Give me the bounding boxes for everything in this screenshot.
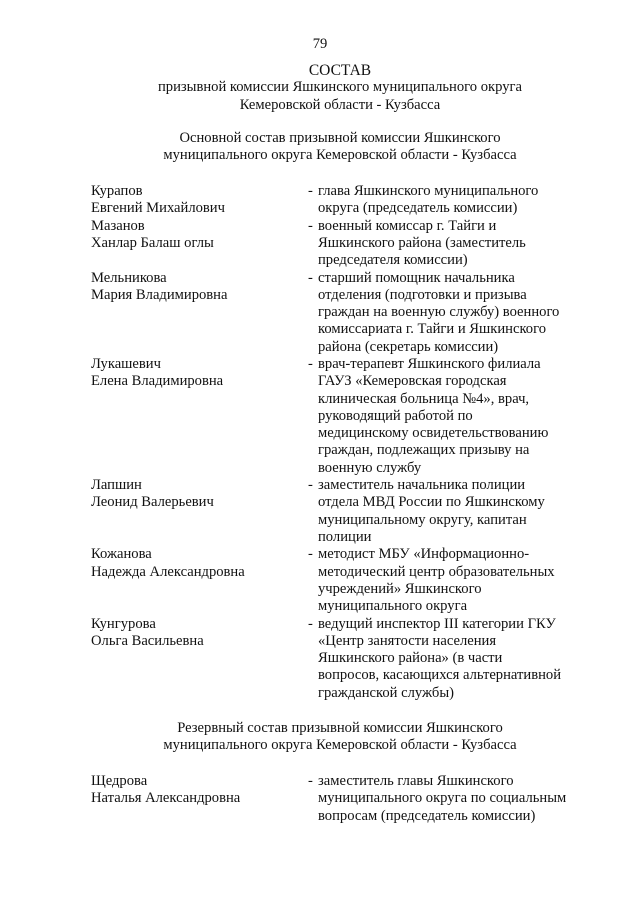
member-role-line: заместитель начальника полиции: [318, 477, 526, 494]
member-surname: Кожанова: [91, 546, 152, 563]
member-role-line: ведущий инспектор III категории ГКУ: [318, 615, 556, 632]
member-dash: -: [308, 356, 313, 372]
member-given-names: Мария Владимировна: [91, 286, 228, 303]
member-role-line: учреждений» Яшкинского: [318, 580, 482, 597]
member-role: [318, 183, 583, 218]
member-role-line: клиническая больница №4», врач,: [318, 390, 530, 407]
member-role-line: комиссариата г. Тайги и Яшкинского: [318, 321, 547, 338]
member-role-line: отдела МВД России по Яшкинскому: [318, 494, 545, 511]
reserve-section-title-line-1: Резервный состав призывной комиссии Яшкинского: [177, 720, 503, 736]
member-role-line: заместитель главы Яшкинского: [318, 773, 514, 789]
main-section-title-line-2: муниципального округа Кемеровской области - Кузбасса: [163, 147, 517, 164]
member-name: [91, 183, 291, 218]
page-number: 79: [312, 36, 328, 52]
member-role: [318, 270, 583, 356]
member-role: [318, 773, 583, 825]
member-role-line: председателя комиссии): [318, 252, 468, 269]
member-role-line: граждан на военную службу) военного: [318, 304, 560, 321]
member-dash: -: [308, 615, 313, 632]
member-role-line: муниципального округа по социальным: [318, 790, 567, 807]
member-role-line: военную службу: [318, 459, 422, 476]
member-surname: Кунгурова: [91, 615, 156, 632]
member-role-line: врач-терапевт Яшкинского филиала: [318, 356, 541, 372]
title-heading: СОСТАВ: [308, 62, 372, 79]
title-subline-1: призывной комиссии Яшкинского муниципального округа: [157, 79, 522, 96]
member-given-names: Ольга Васильевна: [91, 632, 204, 649]
member-name: [91, 773, 291, 808]
member-role: [318, 218, 583, 270]
member-role-line: военный комиссар г. Тайги и: [318, 217, 497, 234]
member-dash: -: [308, 269, 313, 286]
member-name: [91, 218, 291, 253]
member-role-line: Яшкинского района» (в части: [318, 650, 503, 667]
member-given-names: Надежда Александровна: [91, 563, 245, 580]
member-role-line: руководящий работой по: [318, 407, 473, 424]
member-role-line: глава Яшкинского муниципального: [318, 183, 539, 199]
member-role-line: вопросов, касающихся альтернативной: [318, 667, 562, 684]
member-role-line: района (секретарь комиссии): [318, 338, 499, 355]
member-dash: -: [308, 183, 313, 199]
member-given-names: Евгений Михайлович: [91, 200, 225, 217]
document-title: [60, 62, 620, 114]
member-role-line: гражданской службы): [318, 684, 454, 701]
member-role-line: методический центр образовательных: [318, 563, 555, 580]
member-role-line: полиции: [318, 528, 372, 545]
member-name: [91, 546, 291, 581]
member-surname: Щедрова: [91, 773, 148, 789]
member-name: [91, 356, 291, 391]
member-role-line: медицинскому освидетельствованию: [318, 425, 549, 442]
member-role-line: муниципального округа: [318, 598, 468, 615]
member-dash: -: [308, 773, 313, 789]
member-name: [91, 477, 291, 512]
member-surname: Лукашевич: [91, 356, 161, 372]
title-subline-2: Кемеровской области - Кузбасса: [239, 96, 441, 113]
member-dash: -: [308, 217, 313, 234]
member-role-line: муниципальному округу, капитан: [318, 511, 527, 528]
member-role-line: вопросам (председатель комиссии): [318, 807, 536, 824]
member-role: [318, 616, 583, 702]
member-role-line: ГАУЗ «Кемеровская городская: [318, 373, 507, 390]
member-role-line: граждан, подлежащих призыву на: [318, 442, 530, 459]
member-name: [91, 270, 291, 305]
member-role: [318, 477, 583, 546]
member-role-line: методист МБУ «Информационно-: [318, 546, 530, 563]
member-role: [318, 356, 583, 477]
member-surname: Лапшин: [91, 477, 142, 494]
member-role-line: старший помощник начальника: [318, 269, 515, 286]
member-role-line: «Центр занятости населения: [318, 632, 497, 649]
reserve-section-title: [60, 720, 620, 755]
member-given-names: Наталья Александровна: [91, 790, 241, 807]
member-role-line: Яшкинского района (заместитель: [318, 234, 526, 251]
member-surname: Курапов: [91, 183, 143, 199]
member-given-names: Ханлар Балаш оглы: [91, 234, 214, 251]
main-section-title: [60, 130, 620, 165]
member-given-names: Леонид Валерьевич: [91, 494, 214, 511]
reserve-section-title-line-2: муниципального округа Кемеровской области - Кузбасса: [163, 737, 517, 754]
main-section-title-line-1: Основной состав призывной комиссии Яшкинского: [179, 130, 501, 146]
member-role-line: округа (председатель комиссии): [318, 200, 518, 217]
member-surname: Мазанов: [91, 217, 145, 234]
member-role: [318, 546, 583, 615]
member-dash: -: [308, 546, 313, 563]
member-name: [91, 616, 291, 651]
member-role-line: отделения (подготовки и призыва: [318, 286, 527, 303]
member-surname: Мельникова: [91, 269, 167, 286]
member-given-names: Елена Владимировна: [91, 373, 224, 390]
member-dash: -: [308, 477, 313, 494]
